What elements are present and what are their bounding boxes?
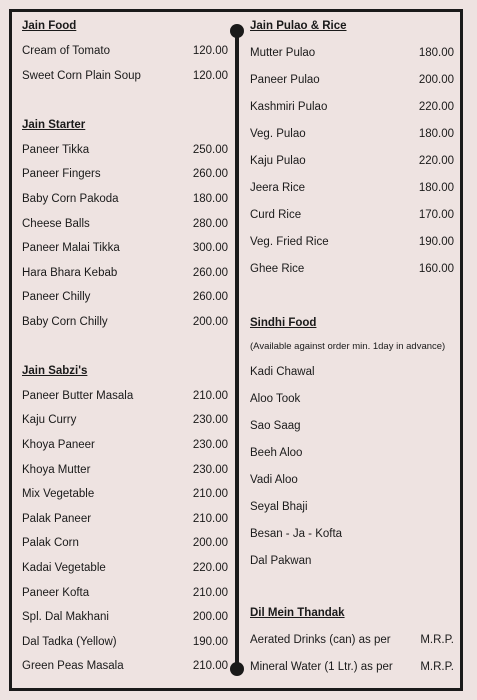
item-name: Paneer Malai Tikka [22,242,120,254]
item-name: Spl. Dal Makhani [22,611,109,623]
item-name: Baby Corn Chilly [22,316,108,328]
item-name: Ghee Rice [250,263,305,275]
item-price: 230.00 [192,414,228,426]
item-name: Dal Pakwan [250,555,312,567]
item-name: Mutter Pulao [250,47,316,59]
menu-item [250,209,454,221]
item-name: Paneer Fingers [22,168,101,180]
menu-item [250,128,454,140]
item-price: 120.00 [192,45,228,57]
item-name: Khoya Mutter [22,464,91,476]
menu-item [250,366,454,378]
item-name: Khoya Paneer [22,439,95,451]
item-name: Paneer Tikka [22,144,90,156]
menu-item [250,555,454,567]
menu-item [250,236,454,248]
menu-item [22,464,228,476]
menu-item [22,267,228,279]
menu-item [22,70,228,82]
item-name: Seyal Bhaji [250,501,308,513]
section-title-jain-food: Jain Food [22,20,77,32]
menu-item [22,316,228,328]
item-name: Mineral Water (1 Ltr.) as per [250,661,393,673]
divider-top-dot [230,24,244,38]
menu-item [22,193,228,205]
menu-item [22,439,228,451]
item-price: 180.00 [192,193,228,205]
menu-item [22,488,228,500]
item-price: 260.00 [192,267,228,279]
item-price: 210.00 [192,513,228,525]
menu-item [250,182,454,194]
item-price: 200.00 [192,537,228,549]
item-price: 180.00 [418,182,454,194]
item-name: Paneer Butter Masala [22,390,134,402]
menu-item [250,47,454,59]
menu-item [250,74,454,86]
sindhi-food-note: (Available against order min. 1day in advance) [250,341,446,352]
item-name: Beeh Aloo [250,447,303,459]
item-price: 210.00 [192,660,228,672]
item-name: Veg. Pulao [250,128,306,140]
item-name: Paneer Pulao [250,74,320,86]
menu-item [250,474,454,486]
item-price: 190.00 [418,236,454,248]
item-price: M.R.P. [420,661,454,673]
item-price: 200.00 [192,316,228,328]
item-name: Dal Tadka (Yellow) [22,636,117,648]
item-price: 200.00 [192,611,228,623]
item-name: Cream of Tomato [22,45,110,57]
menu-item [22,45,228,57]
item-name: Sweet Corn Plain Soup [22,70,141,82]
item-name: Paneer Chilly [22,291,91,303]
menu-item [250,393,454,405]
item-name: Hara Bhara Kebab [22,267,118,279]
item-name: Kashmiri Pulao [250,101,328,113]
item-name: Palak Corn [22,537,79,549]
item-price: 300.00 [192,242,228,254]
item-price: 180.00 [418,128,454,140]
menu-item [22,414,228,426]
item-price: 160.00 [418,263,454,275]
item-price: 180.00 [418,47,454,59]
item-price: 260.00 [192,291,228,303]
menu-item [22,218,228,230]
menu-item [250,528,454,540]
item-price: 200.00 [418,74,454,86]
item-price: 210.00 [192,587,228,599]
item-price: 250.00 [192,144,228,156]
item-name: Baby Corn Pakoda [22,193,119,205]
item-price: 190.00 [192,636,228,648]
section-title-jain-starter: Jain Starter [22,119,86,131]
item-name: Aloo Took [250,393,301,405]
item-name: Besan - Ja - Kofta [250,528,343,540]
item-price: M.R.P. [420,634,454,646]
item-price: 280.00 [192,218,228,230]
menu-item [22,242,228,254]
menu-item [22,611,228,623]
item-price: 230.00 [192,439,228,451]
item-name: Jeera Rice [250,182,305,194]
menu-item [250,263,454,275]
menu-item [22,562,228,574]
item-price: 220.00 [418,155,454,167]
item-price: 170.00 [418,209,454,221]
item-price: 230.00 [192,464,228,476]
item-name: Palak Paneer [22,513,92,525]
menu-item [22,390,228,402]
menu-item [250,634,454,646]
section-title-dil-mein-thandak: Dil Mein Thandak [250,607,345,619]
item-price: 260.00 [192,168,228,180]
item-name: Curd Rice [250,209,302,221]
item-name: Kaju Curry [22,414,77,426]
item-name: Kadi Chawal [250,366,315,378]
menu-item [250,447,454,459]
column-divider [235,31,239,669]
item-name: Green Peas Masala [22,660,124,672]
menu-item [22,168,228,180]
item-price: 210.00 [192,390,228,402]
menu-item [22,144,228,156]
menu-item [22,660,228,672]
item-price: 220.00 [192,562,228,574]
item-name: Mix Vegetable [22,488,95,500]
menu-item [250,661,454,673]
menu-item [22,587,228,599]
item-name: Aerated Drinks (can) as per [250,634,391,646]
section-title-jain-pulao-rice: Jain Pulao & Rice [250,20,347,32]
menu-item [22,636,228,648]
item-name: Kaju Pulao [250,155,306,167]
item-name: Kadai Vegetable [22,562,106,574]
item-price: 120.00 [192,70,228,82]
menu-item [250,155,454,167]
menu-item [22,513,228,525]
item-name: Sao Saag [250,420,301,432]
divider-bottom-dot [230,662,244,676]
item-name: Vadi Aloo [250,474,298,486]
menu-item [250,420,454,432]
item-name: Paneer Kofta [22,587,90,599]
item-name: Cheese Balls [22,218,90,230]
section-title-jain-sabzis: Jain Sabzi's [22,365,88,377]
menu-item [250,101,454,113]
menu-item [22,537,228,549]
item-price: 210.00 [192,488,228,500]
section-title-sindhi-food: Sindhi Food [250,317,317,329]
item-name: Veg. Fried Rice [250,236,329,248]
item-price: 220.00 [418,101,454,113]
menu-item [22,291,228,303]
menu-item [250,501,454,513]
